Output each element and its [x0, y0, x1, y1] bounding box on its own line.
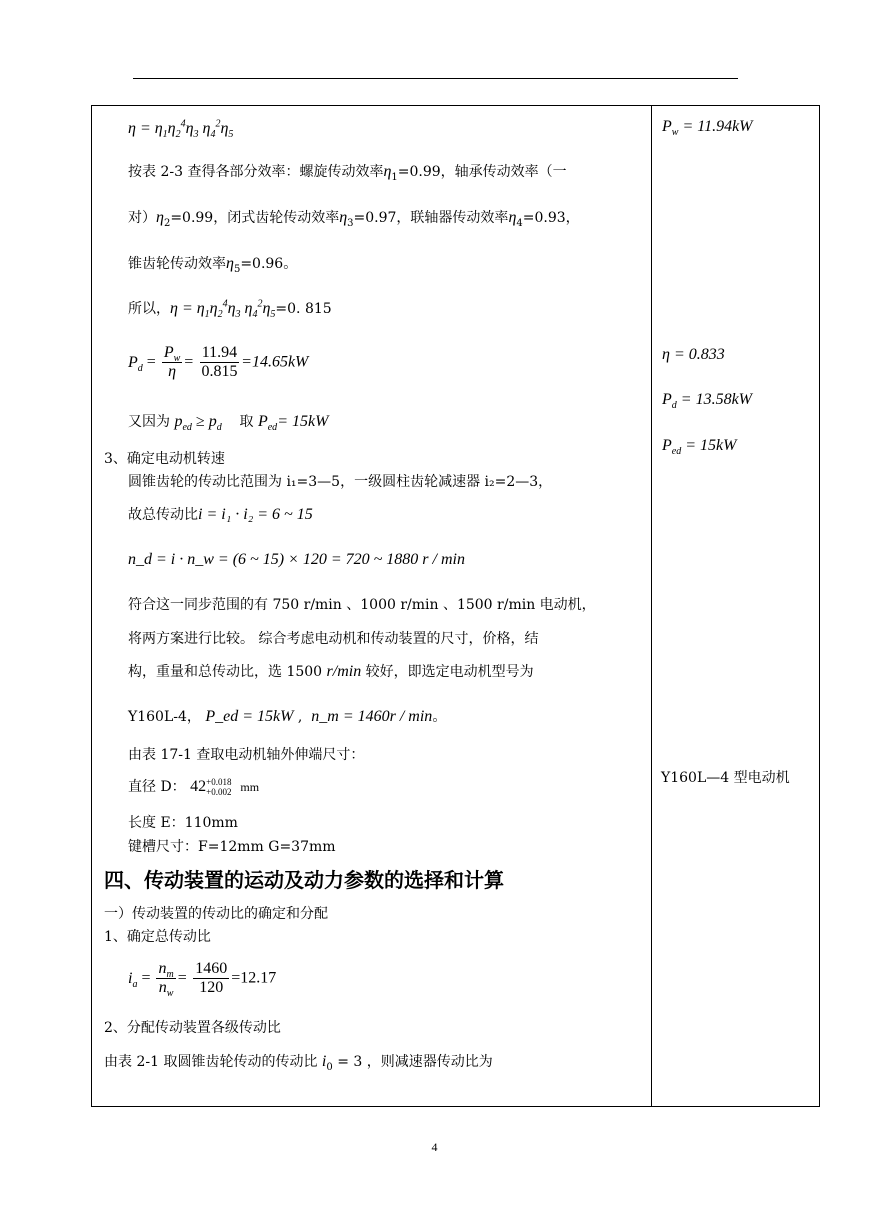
nd-formula: n_d = i · n_w = (6 ~ 15) × 120 = 720 ~ 1880 r / min [128, 551, 465, 568]
right-ped: $P_{ed} = 15kW$ [662, 437, 737, 458]
model-line: Y160L-4， P_ed = 15kW , n_m = 1460r / min。 [128, 708, 447, 725]
efficiency-line-2: 对）$\eta_2=0.99$，闭式齿轮传动效率$\eta_3=0.97$，联轴器传动效率$\eta_4=0.93$， [128, 209, 580, 229]
ia-formula: $i_a$ = $\frac{n_m}{n_w}$ = $\frac{1460}{120}$ =12.17 [128, 960, 277, 1000]
efficiency-line-1: 按表 2-3 查得各部分效率：螺旋传动效率$\eta_1=0.99$，轴承传动效率（一 [128, 163, 567, 183]
ratio-range-line: 圆锥齿轮的传动比范围为 i₁=3—5，一级圆柱齿轮减速器 i₂=2—3， [128, 474, 553, 490]
shaft-table-line: 由表 17-1 查取电动机轴外伸端尺寸： [128, 747, 365, 763]
right-pd: $P_d = 13.58kW$ [662, 391, 753, 412]
length-line: 长度 E：110mm [128, 815, 238, 831]
efficiency-line-3: 锥齿轮传动效率$\eta_5=0.96$。 [128, 255, 298, 275]
subsection-1-1-title: 1、确定总传动比 [104, 929, 211, 945]
compare-line: 将两方案进行比较。 综合考虑电动机和传动装置的尺寸，价格，结 [128, 631, 539, 647]
pd-formula: $P_d$ = $\frac{P_w}{\eta}$ = $\frac{11.94}{0.815}$ =14.65kW [128, 344, 309, 380]
section-3-title: 3、确定电动机转速 [104, 451, 225, 467]
subsection-1-2-title: 2、分配传动装置各级传动比 [104, 1020, 281, 1036]
reducer-ratio-line: 由表 2-1 取圆锥齿轮传动的传动比 $i_0 = 3$ ，则减速器传动比为 [104, 1053, 493, 1073]
right-motor-model: Y160L—4 型电动机 [661, 770, 790, 786]
header-rule [133, 78, 738, 79]
page-number: 4 [431, 1140, 438, 1154]
column-divider [651, 105, 652, 1107]
right-eta: η = 0.833 [662, 346, 725, 363]
keyway-line: 键槽尺寸：F=12mm G=37mm [128, 839, 336, 855]
right-pw: $P_w = 11.94kW$ [662, 118, 753, 139]
total-ratio-line: 故总传动比i = i₁ · i₂ = 6 ~ 15 [128, 506, 313, 523]
diameter-line: 直径 D： 42 +0.018 +0.002 mm [128, 777, 260, 797]
ped-condition-line: 又因为 $p_{ed} \ge p_d$ 取 $P_{ed}= 15kW$ [128, 413, 329, 434]
eta-formula: $\eta = \eta_1\eta_2^4\eta_3$ $\eta_4^2\eta_5$ [128, 118, 234, 141]
total-efficiency-line: 所以，$\eta = \eta_1\eta_2^4\eta_3$ $\eta_4^2\eta_5=0$. 815 [128, 298, 332, 321]
sync-speed-line: 符合这一同步范围的有 750 r/min 、1000 r/min 、1500 r/min 电动机， [128, 597, 596, 613]
choose-line: 构，重量和总传动比，选 1500 r/min 较好，即选定电动机型号为 [128, 663, 534, 680]
section-4-heading: 四、传动装置的运动及动力参数的选择和计算 [104, 868, 504, 892]
subsection-1-title: 一）传动装置的传动比的确定和分配 [104, 906, 328, 922]
